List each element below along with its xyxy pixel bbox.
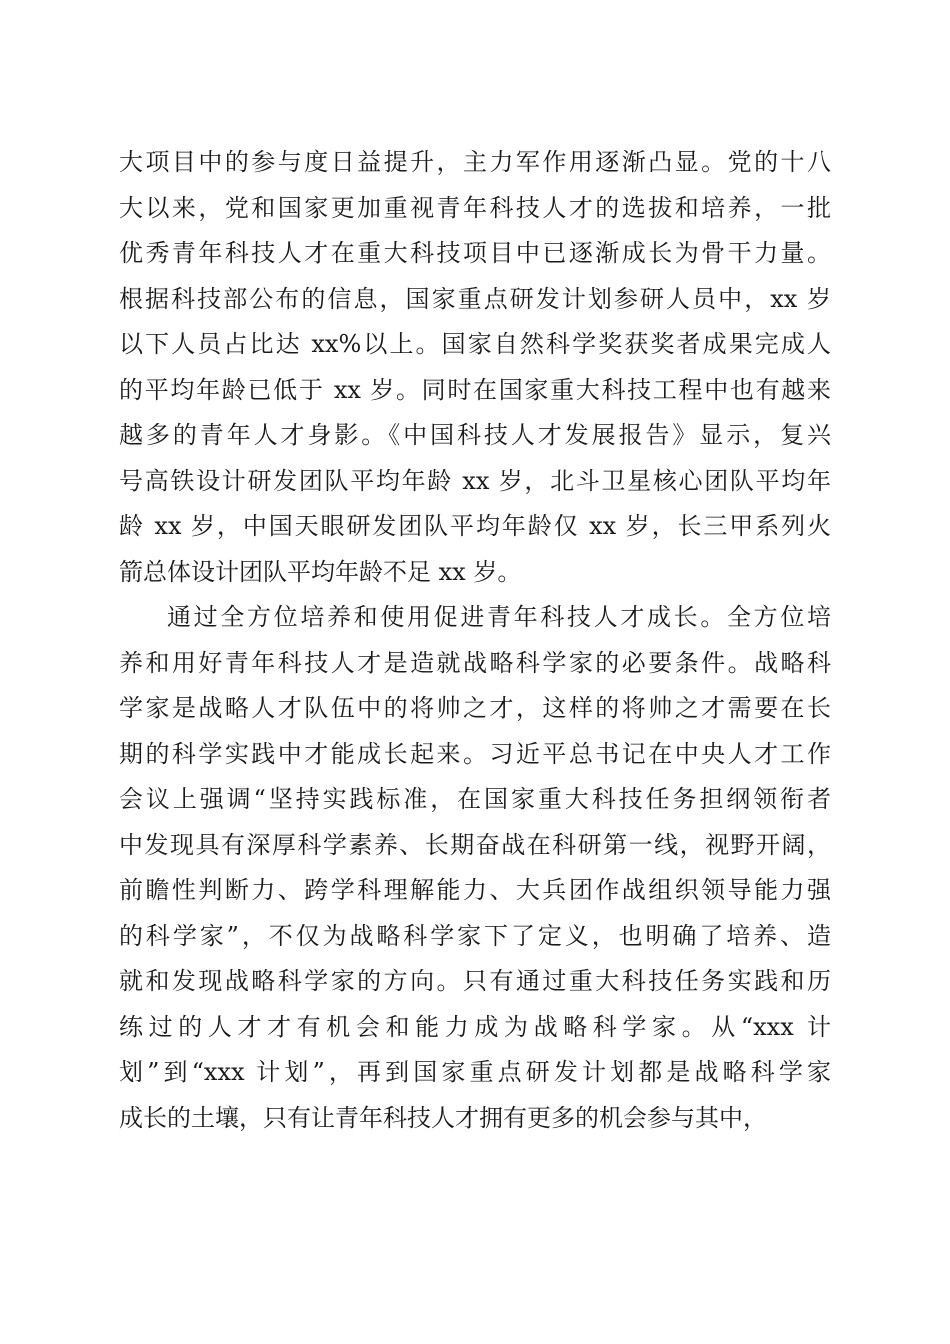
text-line: 的科学家”，不仅为战略科学家下了定义，也明确了培养、造 — [119, 921, 831, 950]
text-line: 期的科学实践中才能成长起来。习近平总书记在中央人才工作 — [119, 739, 831, 768]
text-line: 前瞻性判断力、跨学科理解能力、大兵团作战组织领导能力强 — [119, 876, 831, 904]
body-text — [119, 140, 831, 1141]
text-line: 越多的青年人才身影。《中国科技人才发展报告》显示，复兴 — [119, 421, 831, 449]
text-line: 中发现具有深厚科学素养、长期奋战在科研第一线，视野开阔， — [119, 830, 831, 859]
text-line: 的平均年龄已低于 xx 岁。同时在国家重大科技工程中也有越来 — [119, 375, 831, 404]
text-line: 以下人员占比达 xx%以上。国家自然科学奖获奖者成果完成人 — [119, 330, 831, 358]
text-line: 大以来，党和国家更加重视青年科技人才的选拔和培养，一批 — [119, 193, 831, 222]
text-line: 龄 xx 岁，中国天眼研发团队平均年龄仅 xx 岁，长三甲系列火 — [119, 512, 831, 540]
paragraph-2 — [119, 595, 831, 1141]
text-line: 划”到“xxx 计划”，再到国家重点研发计划都是战略科学家 — [119, 1058, 831, 1086]
text-line: 会议上强调“坚持实践标准，在国家重大科技任务担纲领衔者 — [119, 785, 831, 813]
text-line: 就和发现战略科学家的方向。只有通过重大科技任务实践和历 — [119, 967, 831, 995]
text-line: 养和用好青年科技人才是造就战略科学家的必要条件。战略科 — [119, 648, 831, 677]
text-line: 号高铁设计研发团队平均年龄 xx 岁，北斗卫星核心团队平均年 — [119, 466, 831, 495]
text-line: 成长的土壤，只有让青年科技人才拥有更多的机会参与其中， — [119, 1103, 767, 1132]
paragraph-1 — [119, 140, 831, 595]
text-line: 根据科技部公布的信息，国家重点研发计划参研人员中，xx 岁 — [119, 284, 831, 313]
text-line: 练过的人才才有机会和能力成为战略科学家。从“xxx 计 — [119, 1012, 831, 1041]
text-line: 大项目中的参与度日益提升，主力军作用逐渐凸显。党的十八 — [119, 148, 831, 176]
text-line: 优秀青年科技人才在重大科技项目中已逐渐成长为骨干力量。 — [119, 239, 831, 267]
text-line: 箭总体设计团队平均年龄不足 xx 岁。 — [119, 557, 522, 586]
text-line: 学家是战略人才队伍中的将帅之才，这样的将帅之才需要在长 — [119, 694, 831, 722]
text-line: 通过全方位培养和使用促进青年科技人才成长。全方位培 — [167, 603, 831, 631]
